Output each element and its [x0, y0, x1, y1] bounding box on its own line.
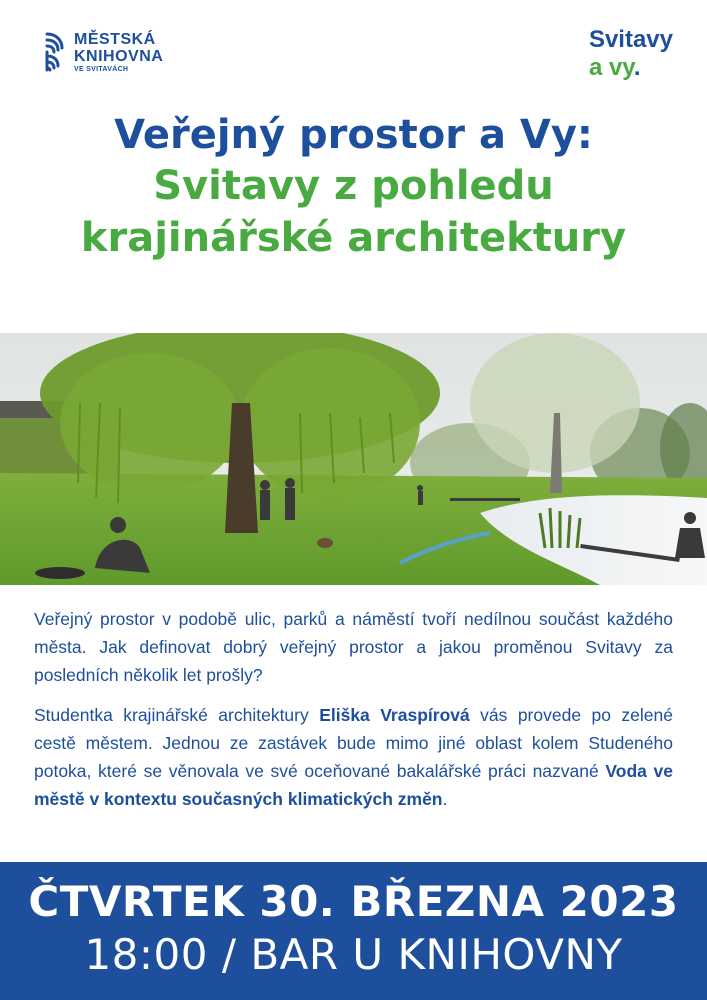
park-visualization-image — [0, 333, 707, 585]
speaker-name: Eliška Vraspírová — [319, 705, 470, 725]
svitavy-logo — [589, 26, 673, 82]
event-date: ČTVRTEK 30. BŘEZNA 2023 — [28, 877, 679, 926]
library-name-line2: KNIHOVNA — [74, 47, 164, 65]
event-date-banner — [0, 862, 707, 1000]
library-name-line3: VE SVITAVÁCH — [74, 65, 129, 73]
event-time-place: 18:00 / BAR U KNIHOVNY — [84, 930, 623, 979]
event-description — [34, 605, 673, 825]
library-logo-icon — [44, 30, 70, 74]
title-line3: krajinářské architektury — [80, 215, 627, 261]
description-paragraph-1: Veřejný prostor v podobě ulic, parků a náměstí tvoří nedílnou součást každého města. Jak definovat dobrý veřejný prostor a jakou proměnou Svitavy za posledních několik let prošly? — [34, 609, 673, 685]
title-line1: Veřejný prostor a Vy: — [114, 112, 593, 158]
thesis-title: Voda ve městě v kontextu současných klimatických změn — [34, 761, 673, 809]
library-logo — [44, 28, 194, 76]
description-paragraph-2: Studentka krajinářské architektury Eliška Vraspírová vás provede po zelené cestě městem. Jednou ze zastávek bude mimo jiné oblast kolem Studeného potoka, které se věnovala ve své oceňované bakalářské práci nazvané Voda ve městě v kontextu současných klimatických změn. — [34, 705, 673, 809]
event-title — [0, 110, 707, 264]
title-line2: Svitavy z pohledu — [153, 163, 554, 209]
svitavy-logo-line1: Svitavy — [588, 26, 673, 53]
svitavy-logo-line2: a vy. — [588, 54, 641, 81]
library-name-line1: MĚSTSKÁ — [74, 30, 156, 48]
